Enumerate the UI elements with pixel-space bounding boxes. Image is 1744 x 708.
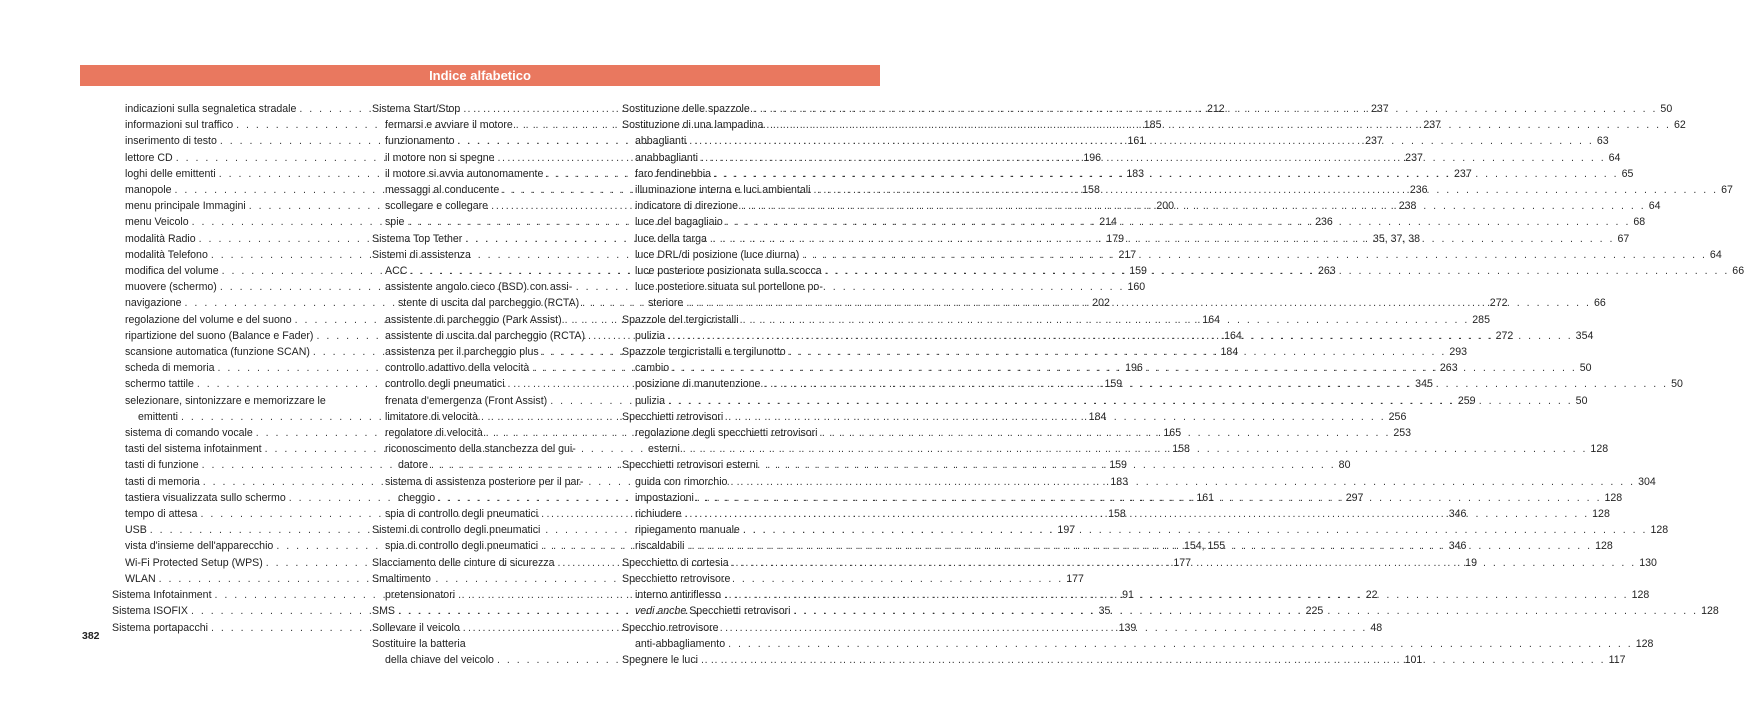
page-ref: 128 [1631, 589, 1650, 602]
entry-text: tasti di memoria [125, 475, 200, 488]
entry-text: pulizia [635, 329, 666, 342]
page-ref: 183 [1110, 475, 1129, 488]
page-ref: 304 [1638, 475, 1656, 488]
page-ref: 63 [1596, 135, 1609, 148]
entry-text: Sistema ISOFIX [112, 605, 188, 618]
page-ref: 101 [1404, 653, 1423, 666]
dot-leader [766, 117, 1671, 133]
page-ref: 263 [1439, 362, 1458, 375]
page-ref: 161 [1127, 135, 1146, 148]
page-ref: 236 [1315, 216, 1333, 229]
dot-leader [724, 587, 1629, 603]
page-ref: 253 [1393, 427, 1412, 440]
entry-text: tasti di funzione [125, 459, 199, 472]
entry-text: modalità Telefono [125, 248, 208, 261]
dot-leader [825, 263, 1730, 279]
dot-leader [728, 636, 1633, 652]
entry-text: spia di controllo degli pneumatici [385, 508, 539, 521]
page-ref: 50 [1660, 103, 1673, 115]
entry-text: luce del bagagliaio [635, 216, 723, 229]
entry-text: frenata d'emergenza (Front Assist) [385, 394, 548, 407]
entry-text-continued: esterni [648, 443, 680, 456]
dot-leader [763, 376, 1668, 392]
page-ref: 158 [1108, 508, 1126, 521]
page-ref: 184 [1088, 410, 1107, 423]
dot-leader [685, 506, 1590, 522]
entry-text: faro fendinebbia [635, 167, 711, 180]
section-header [80, 65, 880, 86]
page-ref: 35 [1098, 605, 1111, 618]
entry-text: Sistema Start/Stop [372, 103, 461, 115]
page-ref: 217 [1118, 248, 1137, 261]
entry-text: sistema di assistenza posteriore per il par- [385, 475, 584, 488]
entry-heading: Sistemi di assistenza [372, 248, 471, 261]
dot-leader [668, 393, 1573, 409]
entry-text [635, 603, 790, 619]
entry-text: luce posteriore situata sul portellone po- [635, 281, 823, 294]
entry-text: menu Veicolo [125, 216, 189, 229]
entry-text: muovere (schermo) [125, 281, 217, 294]
dot-leader [793, 603, 1698, 619]
entry-text: inserimento di testo [125, 135, 217, 148]
page-ref: 65 [1621, 167, 1634, 180]
page-ref: 237 [1454, 167, 1472, 180]
entry-text: pretensionatori [385, 589, 456, 602]
page-ref: 128 [1592, 508, 1610, 521]
page-ref: 154, 155 [1183, 540, 1226, 553]
index-entry [372, 571, 609, 587]
dot-leader [463, 620, 1368, 636]
entry-text: ripartizione del suono (Balance e Fader) [125, 329, 314, 342]
page-ref: 158 [1172, 443, 1190, 456]
index-entry [372, 636, 609, 652]
entry-text-continued: datore [398, 459, 429, 472]
page-ref: 179 [1106, 232, 1124, 245]
entry-heading: Sistemi di controllo degli pneumatici [372, 524, 541, 537]
page-ref: 185 [1143, 119, 1162, 132]
entry-text: ripiegamento manuale [635, 524, 740, 537]
page-ref: 50 [1575, 394, 1588, 407]
page-ref: 158 [1082, 184, 1100, 197]
entry-heading: Specchietti retrovisori [622, 410, 724, 423]
dot-leader [743, 522, 1648, 538]
entry-text: regolazione degli specchietti retrovisori [635, 427, 818, 440]
page-ref: 164 [1224, 329, 1242, 342]
page-ref: 128 [1701, 605, 1719, 618]
entry-text: cambio [635, 362, 670, 375]
page-ref: 165 [1163, 427, 1182, 440]
index-entry [622, 457, 859, 473]
page-ref: 161 [1196, 491, 1215, 504]
entry-text: interno antiriflesso [635, 589, 721, 602]
page-ref: 346 [1448, 508, 1467, 521]
dot-leader [730, 474, 1635, 490]
page-ref: 297 [1345, 491, 1364, 504]
entry-text: vista d'insieme dell'apparecchio [125, 540, 274, 553]
entry-text: tempo di attesa [125, 508, 198, 521]
page-ref: 272 [1495, 329, 1514, 342]
entry-text: luce DRL/di posizione (luce diurna) [635, 248, 800, 261]
entry-text: selezionare, sintonizzare e memorizzare le [125, 394, 326, 407]
entry-text: menu principale Immagini [125, 200, 246, 213]
dot-leader [668, 328, 1573, 344]
entry-text-continued: stente di uscita dal parcheggio (RCTA) [398, 297, 580, 310]
page-ref: 197 [1057, 524, 1076, 537]
page-ref: 196 [1125, 362, 1143, 375]
page-ref: 183 [1126, 167, 1145, 180]
page-ref: 117 [1608, 653, 1626, 666]
index-entry [622, 620, 859, 636]
entry-text: il motore si avvia autonomamente [385, 167, 544, 180]
dot-leader [701, 652, 1606, 668]
entry-term: Specchietti retrovisori [689, 605, 791, 618]
entry-text: WLAN [125, 572, 156, 585]
entry-heading: Spazzole tergicristalli e tergilunotto [622, 346, 786, 359]
dot-leader [714, 166, 1619, 182]
entry-text: Sistema Infotainment [112, 589, 212, 602]
page-ref: 48 [1370, 621, 1383, 634]
page-ref: 177 [1066, 572, 1084, 585]
dot-leader [732, 555, 1637, 571]
entry-text: regolazione del volume e del suono [125, 313, 292, 326]
entry-heading: Spazzole del tergicristalli [622, 313, 739, 326]
entry-text: Spegnere le luci [622, 653, 698, 666]
page-ref: 128 [1590, 443, 1609, 456]
entry-text: modalità Radio [125, 232, 196, 245]
entry-text: modifica del volume [125, 265, 219, 278]
dot-leader [481, 409, 1386, 425]
page-ref: 128 [1650, 524, 1669, 537]
entry-text: riscaldabili [635, 540, 685, 553]
page-ref: 237 [1370, 103, 1389, 115]
entry-text: messaggi al conducente [385, 184, 500, 197]
entry-text: illuminazione interna e luci ambientali [635, 184, 811, 197]
entry-text: richiudere [635, 508, 682, 521]
entry-text: Slacciamento delle cinture di sicurezza [372, 556, 555, 569]
page-ref: 263 [1318, 265, 1336, 278]
index-entry [622, 409, 859, 425]
entry-text: scheda di memoria [125, 362, 215, 375]
entry-text: Sistema Top Tether [372, 232, 463, 245]
index-entry [622, 344, 859, 360]
page-ref: 164 [1202, 313, 1220, 326]
dot-leader [697, 490, 1602, 506]
see-also-label: vedi anche [635, 605, 687, 618]
entry-text: Wi-Fi Protected Setup (WPS) [125, 556, 263, 569]
page-ref: 184 [1220, 346, 1239, 359]
dot-leader [672, 360, 1577, 376]
page-ref: 64 [1709, 248, 1722, 261]
page-ref: 159 [1129, 265, 1147, 278]
dot-leader [159, 571, 1064, 587]
page-ref: 202 [1092, 297, 1110, 310]
entry-text: spia di controllo degli pneumatici [385, 540, 539, 553]
entry-text: indicatore di direzione [635, 200, 739, 213]
entry-text: ACC [385, 265, 408, 278]
entry-heading: Smaltimento [372, 572, 431, 585]
entry-text: regolatore di velocità [385, 427, 483, 440]
entry-text: manopole [125, 184, 172, 197]
entry-text: scansione automatica (funzione SCAN) [125, 346, 310, 359]
entry-text: sistema di comando vocale [125, 427, 253, 440]
section-title: Indice alfabetico [429, 68, 531, 83]
page-ref: 346 [1448, 540, 1467, 553]
page-number: 382 [82, 630, 100, 642]
entry-text: spie [385, 216, 405, 229]
entry-heading: Specchio retrovisore [622, 621, 719, 634]
page-ref: 68 [1633, 216, 1646, 229]
entry-text: riconoscimento della stanchezza del gui- [385, 443, 576, 456]
entry-text: anabbaglianti [635, 151, 699, 164]
entry-text: Specchietto di cortesia [622, 556, 729, 569]
dot-leader [689, 133, 1594, 149]
page-ref: 177 [1173, 556, 1192, 569]
page-ref: 225 [1305, 605, 1324, 618]
page-ref: 128 [1595, 540, 1613, 553]
entry-text: schermo tattile [125, 378, 194, 391]
entry-text: controllo adattivo della velocità [385, 362, 530, 375]
index-entry [372, 247, 609, 263]
page-ref: 237 [1365, 135, 1383, 148]
dot-leader [802, 247, 1707, 263]
page-ref: 196 [1083, 151, 1101, 164]
entry-text: anti-abbagliamento [635, 637, 726, 650]
page-ref: 159 [1109, 459, 1127, 472]
entry-text: pulizia [635, 394, 666, 407]
entry-text: Sollevare il veicolo [372, 621, 460, 634]
entry-text: assistente di uscita dal parcheggio (RCTA) [385, 329, 585, 342]
entry-text: tasti del sistema infotainment [125, 443, 262, 456]
dot-leader [710, 231, 1615, 247]
page-ref: 285 [1472, 313, 1490, 326]
index-subentry [622, 636, 1654, 652]
dot-leader [431, 457, 1336, 473]
entry-text: posizione di manutenzione [635, 378, 761, 391]
dot-leader [686, 295, 1591, 311]
dot-leader [741, 198, 1646, 214]
page-ref: 212 [1207, 103, 1225, 115]
entry-text: navigazione [125, 297, 182, 310]
entry-text: fermarsi e avviare il motore [385, 119, 513, 132]
page-ref: 237 [1423, 119, 1442, 132]
entry-text: Sostituzione delle spazzole [622, 103, 750, 115]
dot-leader [687, 538, 1592, 554]
page-ref: 50 [1671, 378, 1683, 391]
page-ref: 354 [1575, 329, 1594, 342]
entry-text-continued: cheggio [398, 491, 436, 504]
page-ref: 256 [1388, 410, 1407, 423]
entry-text: lettore CD [125, 151, 173, 164]
entry-text-continued: emittenti [138, 410, 179, 423]
entry-text: abbaglianti [635, 135, 687, 148]
page-ref: 237 [1405, 151, 1423, 164]
page-ref: 35, 37, 38 [1372, 232, 1421, 245]
page-ref: 66 [1593, 297, 1606, 310]
entry-text: della chiave del veicolo [385, 653, 494, 666]
entry-text: scollegare e collegare [385, 200, 489, 213]
page-ref: 236 [1409, 184, 1428, 197]
entry-text: loghi delle emittenti [125, 167, 216, 180]
entry-text: SMS [372, 605, 395, 618]
entry-text: il motore non si spegne [385, 151, 495, 164]
entry-text: informazioni sul traffico [125, 119, 234, 132]
page-ref: 91 [1122, 589, 1134, 602]
page-ref: 67 [1721, 184, 1733, 197]
page-ref: 67 [1617, 232, 1630, 245]
page-ref: 272 [1489, 297, 1508, 310]
page-ref: 19 [1465, 556, 1477, 569]
entry-text: indicazioni sulla segnaletica stradale [125, 103, 297, 115]
entry-text: Sistema portapacchi [112, 621, 208, 634]
page-ref: 345 [1415, 378, 1433, 391]
page-ref: 130 [1639, 556, 1657, 569]
page-ref: 214 [1099, 216, 1117, 229]
page-ref: 128 [1604, 491, 1623, 504]
page-ref: 159 [1104, 378, 1123, 391]
page-ref: 62 [1673, 119, 1686, 132]
entry-text: assistente di parcheggio (Park Assist) [385, 313, 562, 326]
dot-leader [813, 182, 1718, 198]
entry-heading: Specchietti retrovisori esterni [622, 459, 759, 472]
dot-leader [701, 150, 1606, 166]
page-ref: 64 [1648, 200, 1661, 213]
index-entry [372, 522, 609, 538]
page-ref: 160 [1127, 281, 1146, 294]
entry-heading: Specchietto retrovisore [622, 572, 731, 585]
page-ref: 139 [1118, 621, 1137, 634]
index-entry [622, 312, 859, 328]
dot-leader [683, 441, 1588, 457]
page-ref: 66 [1732, 265, 1744, 278]
entry-text: USB [125, 524, 147, 537]
page-ref: 293 [1449, 346, 1468, 359]
entry-text: assistente angolo cieco (BSD) con assi- [385, 281, 573, 294]
entry-text: limitatore di velocità [385, 410, 479, 423]
entry-heading: Sostituire la batteria [372, 637, 466, 650]
page-ref: 22 [1365, 589, 1378, 602]
index-entry [622, 571, 859, 587]
entry-text: luce posteriore posizionata sulla scocca [635, 265, 822, 278]
page-ref: 128 [1635, 637, 1654, 650]
entry-text-continued: steriore [648, 297, 684, 310]
page-ref: 238 [1398, 200, 1417, 213]
dot-leader [726, 214, 1631, 230]
entry-text: controllo degli pneumatici [385, 378, 505, 391]
page-ref: 50 [1579, 362, 1592, 375]
page-ref: 80 [1338, 459, 1351, 472]
entry-text: assistenza per il parcheggio plus [385, 346, 539, 359]
page-ref: 200 [1156, 200, 1175, 213]
entry-text: luce della targa [635, 232, 707, 245]
entry-text: Sostituzione di una lampadina [622, 119, 764, 132]
entry-text: guida con rimorchio [635, 475, 728, 488]
entry-text: tastiera visualizzata sullo schermo [125, 491, 286, 504]
entry-text: impostazioni [635, 491, 694, 504]
page-ref: 64 [1608, 151, 1621, 164]
dot-leader [753, 101, 1658, 117]
entry-text: funzionamento [385, 135, 455, 148]
page-ref: 259 [1457, 394, 1476, 407]
